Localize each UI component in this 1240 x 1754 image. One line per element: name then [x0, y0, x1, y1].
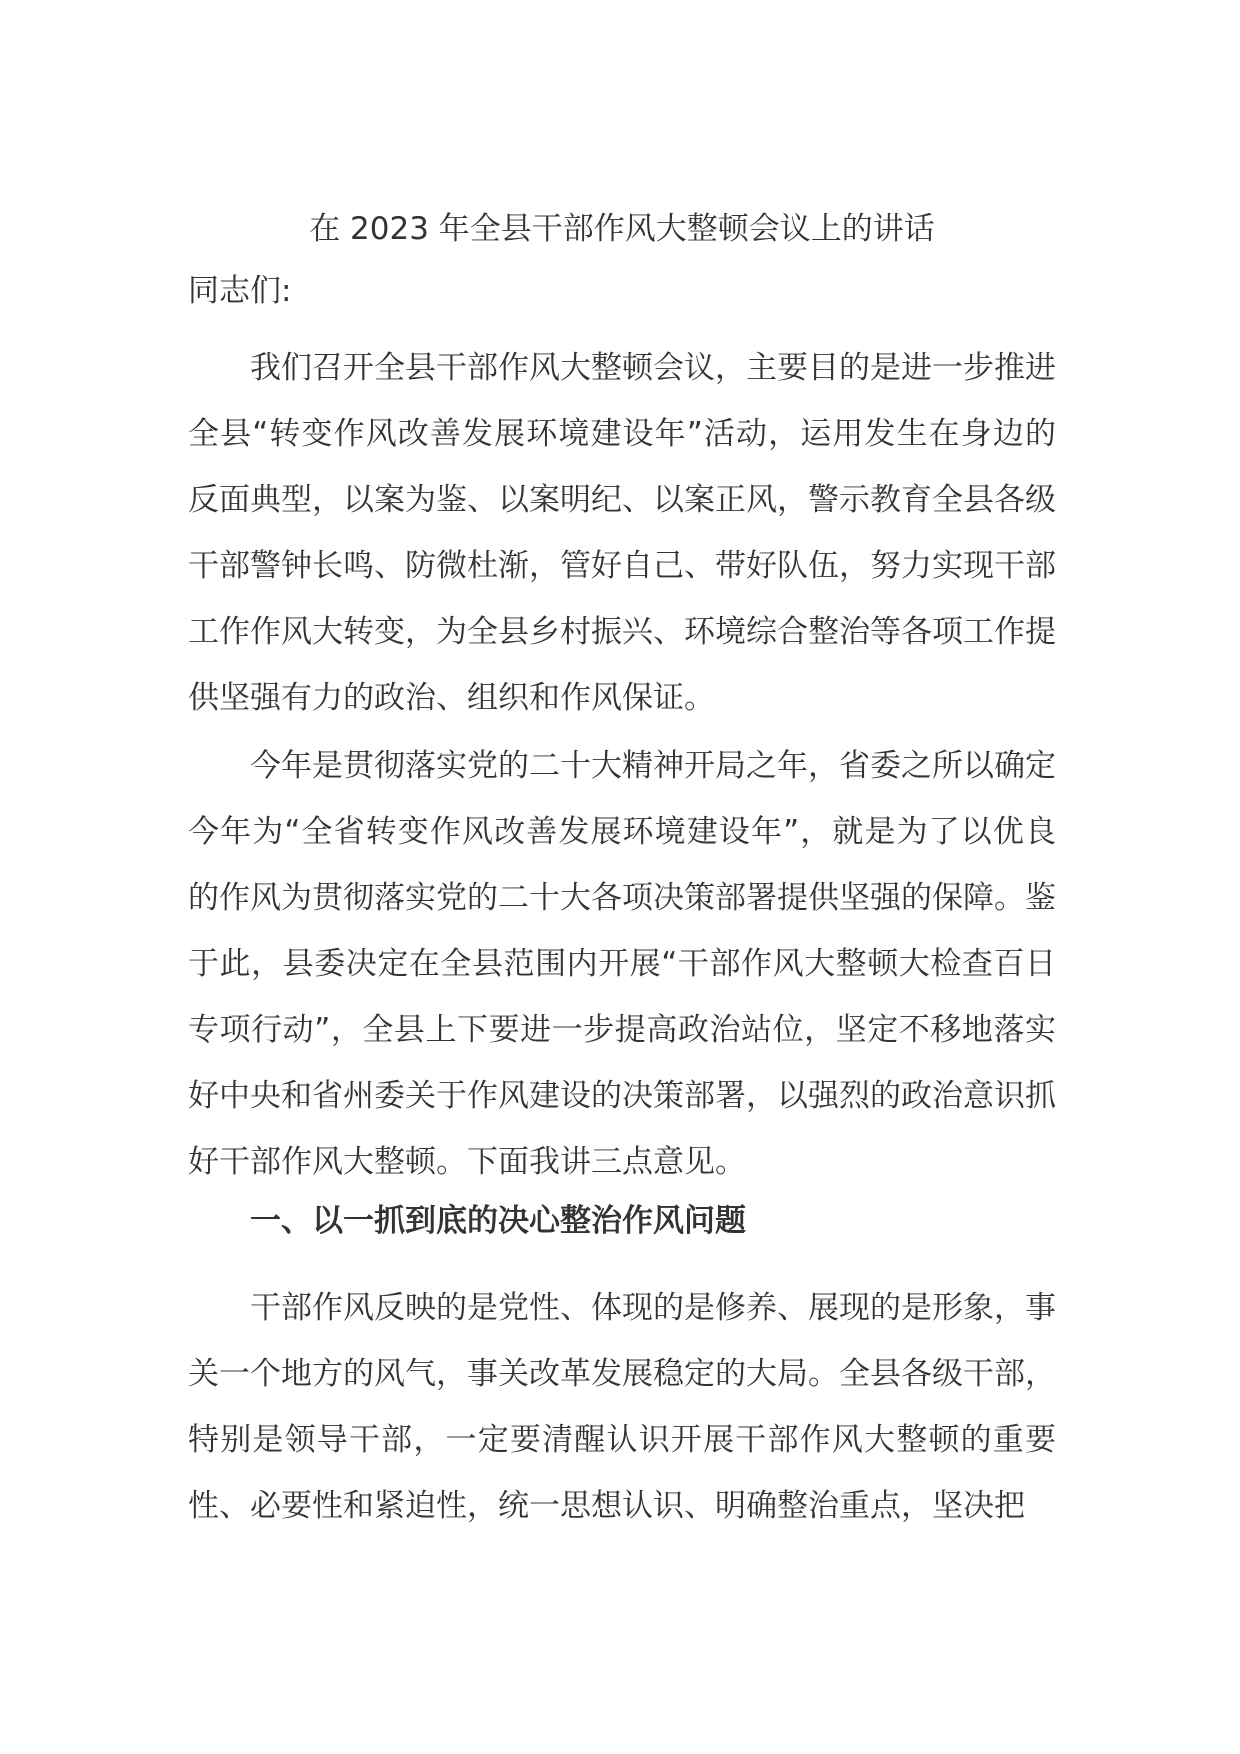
document-body [188, 205, 1056, 1541]
salutation: 同志们: [188, 273, 292, 309]
document-title: 在 2023 年全县干部作风大整顿会议上的讲话 [309, 211, 935, 247]
paragraph-intro: 我们召开全县干部作风大整顿会议，主要目的是进一步推进全县“转变作风改善发展环境建设年”活动，运用发生在身边的反面典型，以案为鉴、以案明纪、以案正风，警示教育全县各级干部警钟长鸣、防微杜渐，管好自己、带好队伍，努力实现干部工作作风大转变，为全县乡村振兴、环境综合整治等各项工作提供坚强有力的政治、组织和作风保证。 [188, 350, 1056, 716]
paragraph-background: 今年是贯彻落实党的二十大精神开局之年，省委之所以确定今年为“全省转变作风改善发展环境建设年”，就是为了以优良的作风为贯彻落实党的二十大各项决策部署提供坚强的保障。鉴于此，县委决定在全县范围内开展“干部作风大整顿大检查百日专项行动”，全县上下要进一步提高政治站位，坚定不移地落实好中央和省州委关于作风建设的决策部署，以强烈的政治意识抓好干部作风大整顿。下面我讲三点意见。 [188, 748, 1056, 1180]
paragraph-section-1: 干部作风反映的是党性、体现的是修养、展现的是形象，事关一个地方的风气，事关改革发展稳定的大局。全县各级干部，特别是领导干部，一定要清醒认识开展干部作风大整顿的重要性、必要性和紧迫性，统一思想认识、明确整治重点，坚决把 [188, 1290, 1056, 1524]
section-heading-1: 一、以一抓到底的决心整治作风问题 [250, 1203, 746, 1239]
